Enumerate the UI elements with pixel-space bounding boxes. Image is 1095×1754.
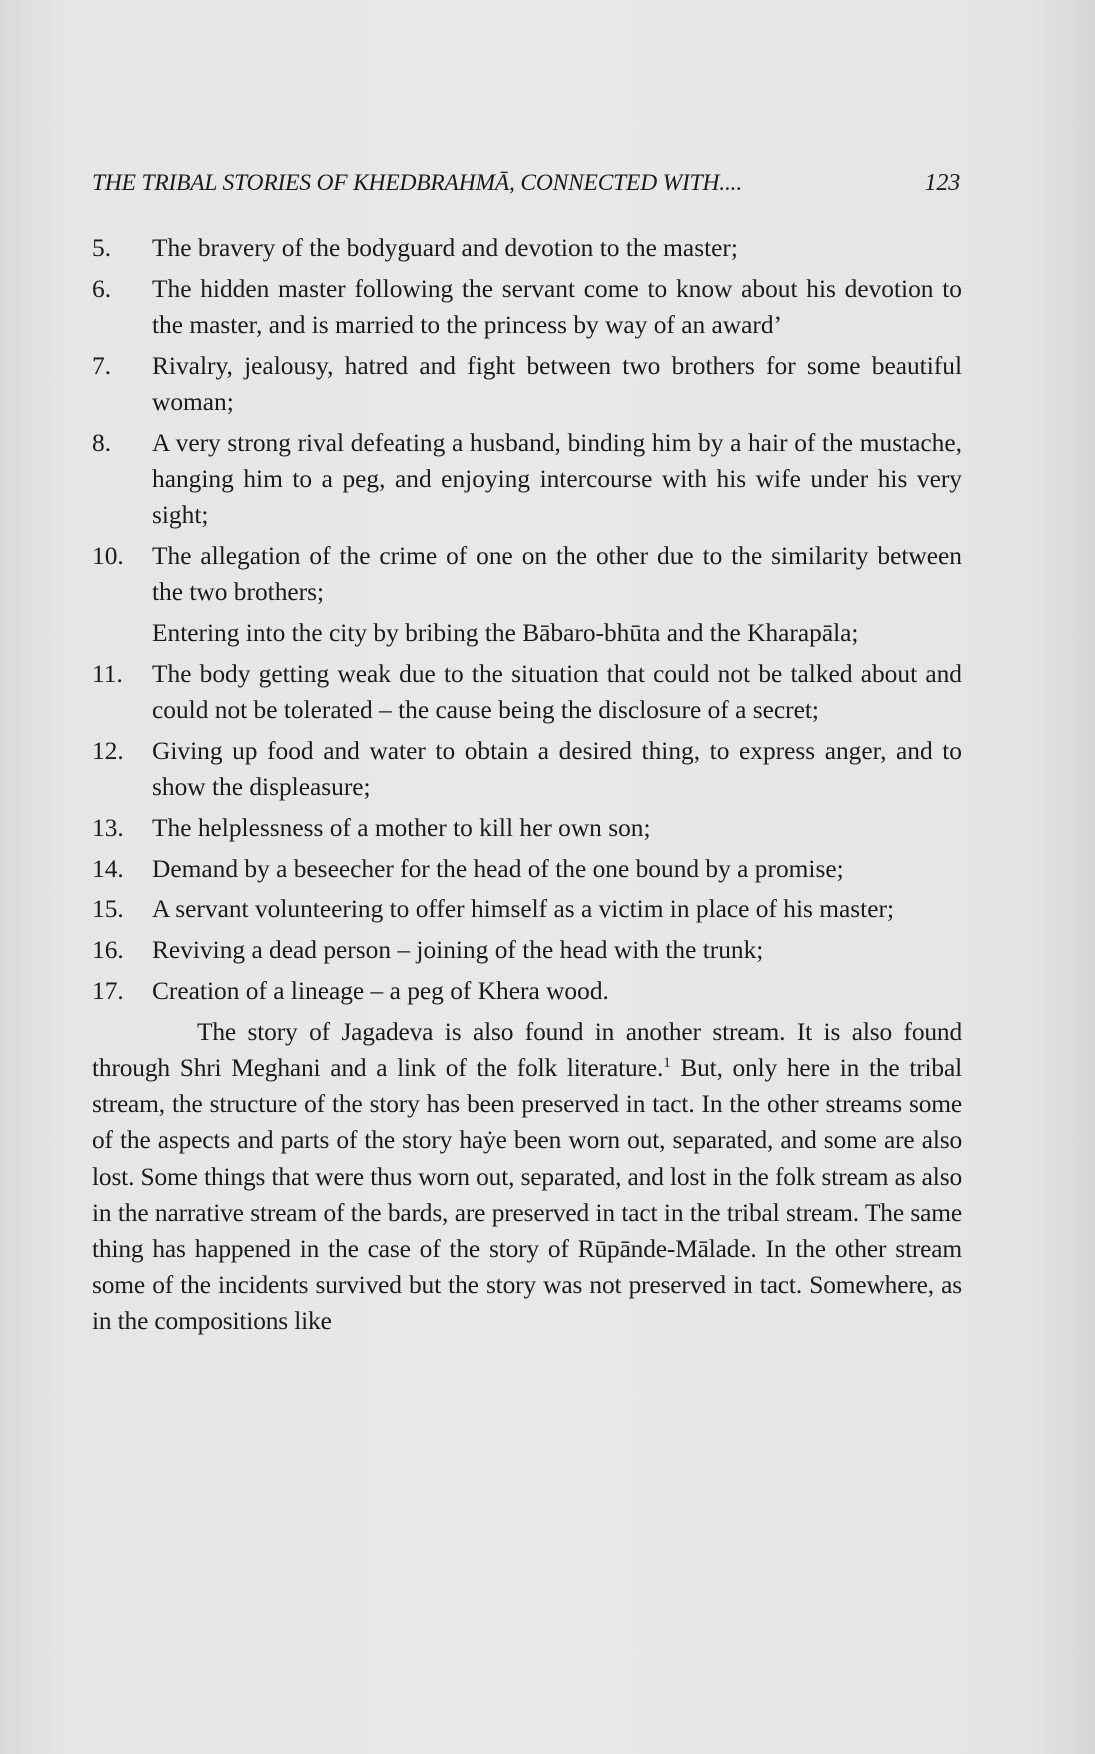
motif-list-continued — [92, 656, 962, 1009]
list-item — [92, 891, 962, 927]
page-body — [92, 230, 962, 1340]
list-item — [92, 271, 962, 343]
body-paragraph — [92, 1014, 962, 1340]
list-item-number: 13. — [92, 813, 124, 842]
list-item — [92, 733, 962, 805]
list-item — [92, 656, 962, 728]
paragraph-text-after-note: But, only here in the tribal stream, the structure of the story has been preserved in tact. In the other streams some of the aspects and parts of the story haẏe been worn out, separated, and some are also lost. Some things that were thus worn out, separated, and lost in the folk stream as also in the narrative stream of the bards, are preserved in tact in the tribal stream. The same thing has happened in the case of the story of Rūpānde-Mālade. In the other stream some of the incidents survived but the story was not preserved in tact. Somewhere, as in the compositions like — [92, 1053, 962, 1336]
list-item — [92, 851, 962, 887]
list-item — [92, 538, 962, 610]
list-item-text: Creation of a lineage – a peg of Khera wood. — [152, 976, 609, 1005]
list-item-number: 12. — [92, 736, 124, 765]
list-item-text: A servant volunteering to offer himself as a victim in place of his master; — [152, 895, 895, 924]
list-item-number: 17. — [92, 976, 124, 1005]
list-item-text: A very strong rival defeating a husband, binding him by a hair of the mustache, hanging him to a peg, and enjoying intercourse with his wife under his very sight; — [152, 428, 962, 530]
list-item-number: 14. — [92, 854, 124, 883]
list-item-text: Demand by a beseecher for the head of the one bound by a promise; — [152, 854, 844, 883]
list-item-number: 5. — [92, 234, 112, 262]
list-item-text: Rivalry, jealousy, hatred and fight between two brothers for some beautiful woman; — [152, 351, 962, 416]
list-item — [92, 973, 962, 1009]
list-item-continuation: Entering into the city by bribing the Bābaro-bhūta and the Kharapāla; — [152, 619, 859, 647]
list-item-number: 15. — [92, 895, 124, 924]
list-item-number: 11. — [92, 659, 123, 688]
footnote-marker: 1 — [663, 1054, 671, 1071]
list-item — [92, 230, 962, 266]
motif-list — [92, 230, 962, 610]
list-item-number: 10. — [92, 542, 124, 570]
list-item — [92, 810, 962, 846]
list-item — [92, 932, 962, 968]
list-item — [92, 348, 962, 420]
list-item-text: The body getting weak due to the situation that could not be talked about and could not be tolerated – the cause being the disclosure of a secret; — [152, 659, 962, 724]
running-title: THE TRIBAL STORIES OF KHEDBRAHMĀ, CONNECTED WITH.... — [92, 170, 742, 196]
list-item — [92, 425, 962, 534]
list-item-text: Reviving a dead person – joining of the head with the trunk; — [152, 936, 764, 965]
list-item-text: The hidden master following the servant come to know about his devotion to the master, and is married to the princess by way of an award’ — [152, 274, 962, 339]
list-item-number: 7. — [92, 351, 112, 380]
page-number: 123 — [924, 170, 960, 196]
list-item-text: The allegation of the crime of one on the other due to the similarity between the two brothers; — [152, 542, 962, 607]
list-item-number: 16. — [92, 936, 124, 965]
list-item-number: 8. — [92, 428, 112, 457]
paragraph-text-before-note: The story of Jagadeva is also found in another stream. It is also found through Shri Meghani and a link of the folk literature. — [92, 1017, 962, 1082]
list-item-text: The helplessness of a mother to kill her own son; — [152, 813, 651, 842]
list-item-text: The bravery of the bodyguard and devotion to the master; — [152, 234, 738, 262]
running-header — [92, 170, 960, 204]
list-item-number: 6. — [92, 274, 112, 303]
list-item-text: Giving up food and water to obtain a desired thing, to express anger, and to show the displeasure; — [152, 736, 962, 801]
